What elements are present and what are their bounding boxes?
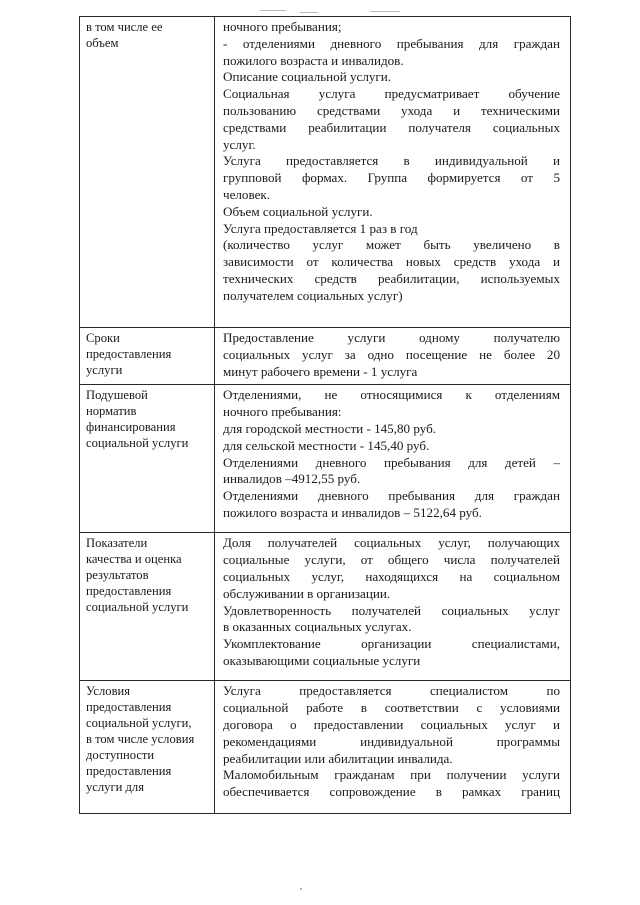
row-label-line: предоставления	[86, 347, 172, 361]
row-label-cell	[80, 681, 215, 814]
row-label-line: объем	[86, 36, 119, 50]
content-line: рекомендациями индивидуальной программы	[223, 733, 560, 749]
content-line: Отделениями, не относящимися к отделениям	[223, 387, 560, 403]
content-line: договора о предоставлении социальных услуг и	[223, 716, 560, 732]
content-line: Описание социальной услуги.	[223, 69, 392, 85]
row-content-cell	[215, 17, 571, 328]
content-line: Предоставление услуги одному получателю	[223, 330, 560, 345]
content-line: Объем социальной услуги.	[223, 203, 373, 219]
row-content-cell	[215, 681, 571, 814]
content-line: Социальная услуга предусматривает обучение	[223, 86, 560, 102]
row-label-line: Подушевой	[86, 388, 148, 403]
content-line: зависимости от количества новых средств ухода и	[223, 254, 560, 270]
table-row-conditions	[80, 681, 571, 814]
row-label-line: предоставления	[86, 700, 172, 715]
table-row-volume	[80, 17, 571, 328]
table-row-quality-indicators	[80, 533, 571, 681]
content-line: Укомплектование организации специалистами,	[223, 636, 560, 652]
content-line: обеспечивается сопровождение в рамках границ	[223, 784, 560, 800]
content-line: инвалидов –4912,55 руб.	[223, 471, 361, 487]
row-content-cell	[215, 328, 571, 385]
row-label-line: качества и оценка	[86, 552, 182, 567]
content-line: Маломобильным гражданам при получении услуги	[223, 767, 560, 783]
content-line: Удовлетворенность получателей социальных услуг	[223, 602, 560, 618]
row-label-line: доступности	[86, 748, 155, 763]
content-line: (количество услуг может быть увеличено в	[223, 237, 560, 253]
content-line: реабилитации или абилитации инвалида.	[223, 750, 453, 766]
row-label-line: в том числе ее	[86, 20, 163, 34]
row-label-line: Сроки	[86, 331, 120, 345]
table-row-funding-norm	[80, 385, 571, 533]
content-line: Услуга предоставляется 1 раз в год	[223, 220, 418, 236]
row-label-line: результатов	[86, 568, 149, 583]
content-line: для городской местности - 145,80 руб.	[223, 420, 437, 436]
row-label-line: Показатели	[86, 536, 148, 551]
content-line: средствами реабилитации получателя социальных	[223, 119, 560, 135]
content-line: оказывающими социальные услуги	[223, 652, 421, 668]
row-label-line: финансирования	[86, 420, 176, 435]
row-label-line: предоставления	[86, 764, 172, 779]
content-line: социальных услуг, находящихся на социальном	[223, 568, 560, 584]
content-line: обслуживании в организации.	[223, 585, 391, 601]
content-line: технических средств реабилитации, используемых	[223, 270, 560, 286]
content-line: услуг.	[223, 136, 256, 152]
row-label-line: Условия	[86, 684, 131, 699]
row-label-line: социальной услуги	[86, 436, 189, 451]
row-label-cell	[80, 328, 215, 385]
content-line: ночного пребывания;	[223, 19, 342, 34]
row-label-line: услуги для	[86, 780, 145, 795]
content-line: пожилого возраста и инвалидов – 5122,64 руб.	[223, 504, 482, 520]
content-line: для сельской местности - 145,40 руб.	[223, 437, 430, 453]
content-line: социальной работе в соответствии с условиями	[223, 700, 560, 716]
content-line: в оказанных социальных услугах.	[223, 619, 412, 635]
content-line: социальные услуги, от общего числа получателей	[223, 552, 560, 568]
row-label-cell	[80, 17, 215, 328]
row-label-line: норматив	[86, 404, 137, 419]
content-line: Отделениями дневного пребывания для детей –	[223, 454, 560, 470]
content-line: групповой формах. Группа формируется от 5	[223, 170, 560, 186]
content-line: Услуга предоставляется в индивидуальной и	[223, 153, 560, 169]
content-line: Отделениями дневного пребывания для граждан	[223, 488, 560, 504]
row-label-cell	[80, 533, 215, 681]
scan-speck	[300, 888, 302, 890]
row-label-line: социальной услуги	[86, 600, 189, 615]
content-line: Доля получателей социальных услуг, получающих	[223, 535, 560, 551]
services-table	[79, 16, 571, 814]
row-label-line: социальной услуги,	[86, 716, 192, 731]
row-label-cell	[80, 385, 215, 533]
content-line: пожилого возраста и инвалидов.	[223, 52, 404, 68]
row-label-line: услуги	[86, 363, 123, 377]
content-line: получателем социальных услуг)	[223, 287, 403, 303]
content-line: - отделениями дневного пребывания для граждан	[223, 35, 560, 51]
row-content-cell	[215, 385, 571, 533]
row-label-line: в том числе условия	[86, 732, 195, 747]
content-line: социальных услуг за одно посещение не более 20	[223, 346, 560, 362]
row-label-line: предоставления	[86, 584, 172, 599]
content-line: человек.	[223, 186, 271, 202]
content-line: Услуга предоставляется специалистом по	[223, 683, 560, 699]
content-line: ночного пребывания:	[223, 404, 342, 420]
content-line: пользованию средствами ухода и техническими	[223, 102, 560, 118]
row-content-cell	[215, 533, 571, 681]
content-line: минут рабочего времени - 1 услуга	[223, 363, 418, 379]
table-row-duration	[80, 328, 571, 385]
